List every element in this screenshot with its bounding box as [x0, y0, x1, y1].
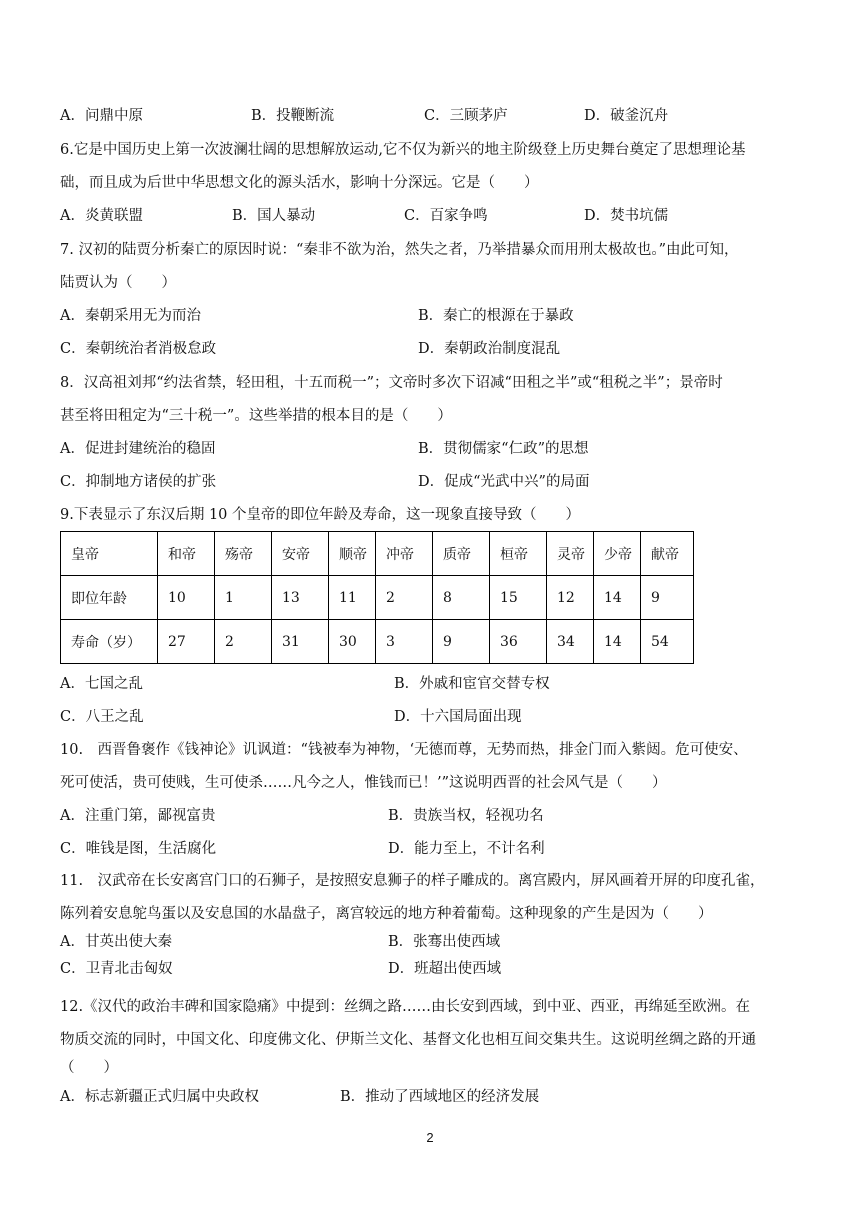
table-row	[61, 620, 694, 664]
q11-stem-line-2: 陈列着安息鸵鸟蛋以及安息国的水晶盘子，离宫较远的地方种着葡萄。这种现象的产生是因为（ ）	[60, 906, 713, 922]
q8-option-d: D．促成“光武中兴”的局面	[418, 474, 590, 490]
q7-stem-line-2: 陆贾认为（ ）	[60, 275, 176, 291]
q9-stem-line-1: 9.下表显示了东汉后期 10 个皇帝的即位年龄及寿命，这一现象直接导致（ ）	[60, 507, 581, 523]
q8-stem-line-2: 甚至将田租定为“三十税一”。这些举措的根本目的是（ ）	[60, 408, 452, 424]
q10-option-b: B．贵族当权，轻视功名	[388, 808, 544, 824]
table-cell: 皇帝	[61, 532, 158, 576]
table-cell: 冲帝	[376, 532, 433, 576]
table-cell: 少帝	[594, 532, 641, 576]
table-row	[61, 532, 694, 576]
table-cell: 顺帝	[329, 532, 376, 576]
q11-stem-line-1: 11. 汉武帝在长安离宫门口的石狮子，是按照安息狮子的样子雕成的。离宫殿内，屏风画着开屏的印度孔雀，	[60, 873, 765, 889]
table-cell: 寿命（岁）	[61, 620, 158, 664]
table-cell: 9	[641, 576, 694, 620]
table-cell: 殇帝	[215, 532, 272, 576]
q8-option-c: C．抑制地方诸侯的扩张	[60, 474, 217, 490]
q8-option-b: B．贯彻儒家“仁政”的思想	[418, 441, 589, 457]
q10-option-c: C．唯钱是图，生活腐化	[60, 841, 217, 857]
table-cell: 和帝	[158, 532, 215, 576]
table-cell: 31	[272, 620, 329, 664]
q7-option-a: A．秦朝采用无为而治	[60, 308, 201, 324]
table-cell: 2	[376, 576, 433, 620]
q10-option-a: A．注重门第，鄙视富贵	[60, 808, 216, 824]
table-cell: 灵帝	[547, 532, 594, 576]
q8-stem-line-1: 8．汉高祖刘邦“约法省禁，轻田租，十五而税一”；文帝时多次下诏减“田租之半”或“租税之半”；景帝时	[60, 375, 723, 391]
table-row	[61, 576, 694, 620]
q5-option-d: D．破釜沉舟	[584, 108, 669, 124]
q12-option-a: A．标志新疆正式归属中央政权	[60, 1089, 259, 1105]
table-cell: 3	[376, 620, 433, 664]
q7-stem-line-1: 7. 汉初的陆贾分析秦亡的原因时说：“秦非不欲为治，然失之者，乃举措暴众而用刑太极故也。”由此可知，	[60, 242, 739, 258]
q6-stem-line-1: 6.它是中国历史上第一次波澜壮阔的思想解放运动,它不仅为新兴的地主阶级登上历史舞台奠定了思想理论基	[60, 142, 746, 158]
table-cell: 13	[272, 576, 329, 620]
q12-stem-line-1: 12.《汉代的政治丰碑和国家隐痛》中提到：丝绸之路……由长安到西域，到中亚、西亚，再绵延至欧洲。在	[60, 999, 751, 1015]
table-cell: 36	[490, 620, 547, 664]
q10-stem-line-2: 死可使活，贵可使贱，生可使杀……凡今之人，惟钱而已！’”这说明西晋的社会风气是（ ）	[60, 775, 667, 791]
emperor-table	[60, 531, 694, 664]
q9-option-c: C．八王之乱	[60, 709, 144, 725]
q11-option-c: C．卫青北击匈奴	[60, 961, 173, 977]
table-cell: 54	[641, 620, 694, 664]
table-cell: 献帝	[641, 532, 694, 576]
q7-option-d: D．秦朝政治制度混乱	[418, 341, 561, 357]
q6-option-b: B．国人暴动	[232, 208, 316, 224]
table-cell: 即位年龄	[61, 576, 158, 620]
table-cell: 27	[158, 620, 215, 664]
table-cell: 11	[329, 576, 376, 620]
table-cell: 安帝	[272, 532, 329, 576]
q8-option-a: A．促进封建统治的稳固	[60, 441, 216, 457]
q5-option-b: B．投鞭断流	[251, 108, 335, 124]
q11-option-d: D．班超出使西域	[388, 961, 502, 977]
q12-stem-line-3: （ ）	[60, 1060, 118, 1076]
table-cell: 10	[158, 576, 215, 620]
q5-option-a: A．问鼎中原	[60, 108, 143, 124]
q10-stem-line-1: 10. 西晋鲁褒作《钱神论》讥讽道：“钱被奉为神物，‘无德而尊，无势而热，排金门而入紫闼。危可使安、	[60, 742, 748, 758]
table-cell: 桓帝	[490, 532, 547, 576]
table-cell: 1	[215, 576, 272, 620]
table-cell: 质帝	[433, 532, 490, 576]
q6-stem-line-2: 础，而且成为后世中华思想文化的源头活水，影响十分深远。它是（ ）	[60, 175, 539, 191]
q5-option-c: C．三顾茅庐	[424, 108, 508, 124]
q11-option-b: B．张骞出使西域	[388, 934, 501, 950]
q9-option-a: A．七国之乱	[60, 676, 143, 692]
page-number: 2	[426, 1130, 434, 1145]
table-cell: 12	[547, 576, 594, 620]
q7-option-b: B．秦亡的根源在于暴政	[418, 308, 574, 324]
q9-option-d: D．十六国局面出现	[394, 709, 522, 725]
table-cell: 14	[594, 576, 641, 620]
q12-option-b: B．推动了西域地区的经济发展	[340, 1089, 540, 1105]
q6-option-a: A．炎黄联盟	[60, 208, 143, 224]
q6-option-c: C．百家争鸣	[404, 208, 488, 224]
q9-option-b: B．外戚和宦官交替专权	[394, 676, 550, 692]
table-cell: 9	[433, 620, 490, 664]
table-cell: 34	[547, 620, 594, 664]
q6-option-d: D．焚书坑儒	[584, 208, 669, 224]
q11-option-a: A．甘英出使大秦	[60, 934, 172, 950]
table-cell: 8	[433, 576, 490, 620]
table-cell: 14	[594, 620, 641, 664]
q12-stem-line-2: 物质交流的同时，中国文化、印度佛文化、伊斯兰文化、基督文化也相互间交集共生。这说明丝绸之路的开通	[60, 1032, 756, 1048]
table-cell: 30	[329, 620, 376, 664]
q10-option-d: D．能力至上，不计名利	[388, 841, 545, 857]
q7-option-c: C．秦朝统治者消极怠政	[60, 341, 217, 357]
table-cell: 15	[490, 576, 547, 620]
table-cell: 2	[215, 620, 272, 664]
